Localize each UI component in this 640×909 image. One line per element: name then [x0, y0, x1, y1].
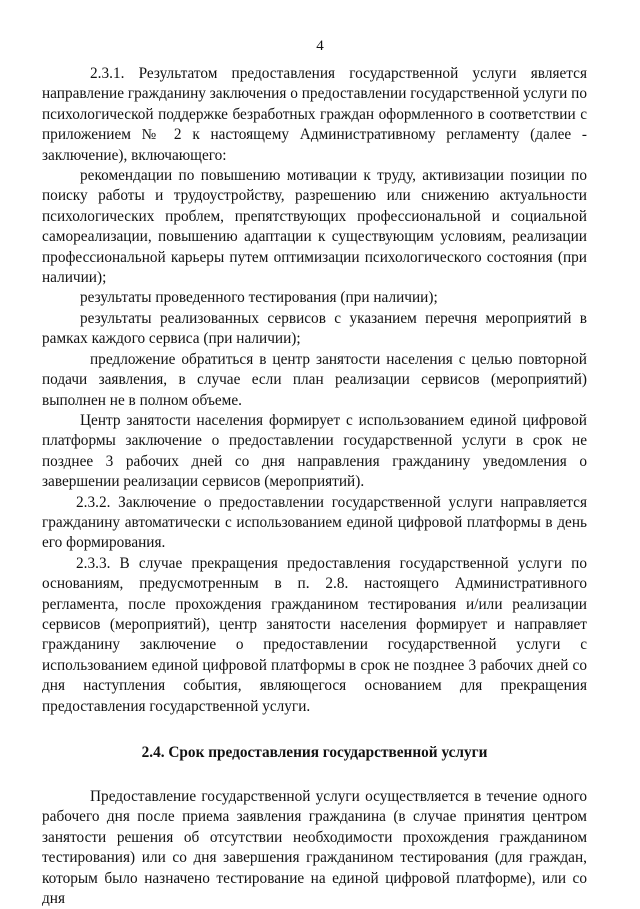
paragraph-2-3-2: 2.3.2. Заключение о предоставлении государственной услуги направляется гражданину автоматически с использованием единой цифровой платформы в день его формирования.	[42, 493, 587, 552]
paragraph-reapply-offer: предложение обратиться в центр занятости населения с целью повторной подачи заявления, в случае если план реализации сервисов (мероприятий) выполнен не в полном объеме.	[42, 350, 587, 409]
paragraph-term-of-service: Предоставление государственной услуги осуществляется в течение одного рабочего дня после приема заявления гражданина (в случае принятия центром занятости решения об отсутствии необходимости прохождения гражданином тестирования) или со дня завершения гражданином тестирования (для граждан, которым было назначено тестирование на единой цифровой платформе), или со дня	[42, 788, 587, 908]
paragraph-2-3-3: 2.3.3. В случае прекращения предоставления государственной услуги по основаниям, предусмотренным в п. 2.8. настоящего Административного регламента, после прохождения гражданином тестирования и/или реализации сервисов (мероприятий), центр занятости населения формирует и направляет гражданину заключение о предоставлении государственной услуги с использованием единой цифровой платформы в срок не позднее 3 рабочих дней со дня наступления события, являющегося основанием для прекращения предоставления государственной услуги.	[42, 554, 587, 715]
paragraph-test-results: результаты проведенного тестирования (при наличии);	[80, 289, 438, 307]
document-body	[42, 64, 587, 909]
paragraph-2-3-1: 2.3.1. Результатом предоставления государственной услуги является направление гражданину заключения о предоставлении государственной услуги по психологической поддержке безработных граждан оформленного в соответствии с приложением № 2 к настоящему Административному регламенту (далее - заключение), включающего:	[42, 65, 587, 164]
paragraph-service-results: результаты реализованных сервисов с указанием перечня мероприятий в рамках каждого сервиса (при наличии);	[42, 309, 587, 348]
page-number: 4	[316, 38, 324, 54]
paragraph-recommendations: рекомендации по повышению мотивации к труду, активизации позиции по поиску работы и трудоустройству, разрешению или снижению актуальности психологических проблем, препятствующих профессиональной и социальной самореализации, повышению адаптации к существующим условиям, реализации профессиональной карьеры путем оптимизации психологического состояния (при наличии);	[42, 167, 587, 287]
paragraph-employment-center: Центр занятости населения формирует с использованием единой цифровой платформы заключение о предоставлении государственной услуги в срок не позднее 3 рабочих дней со дня направления гражданину уведомления о завершении реализации сервисов (мероприятий).	[42, 411, 587, 491]
section-heading-2-4: 2.4. Срок предоставления государственной услуги	[141, 744, 488, 761]
